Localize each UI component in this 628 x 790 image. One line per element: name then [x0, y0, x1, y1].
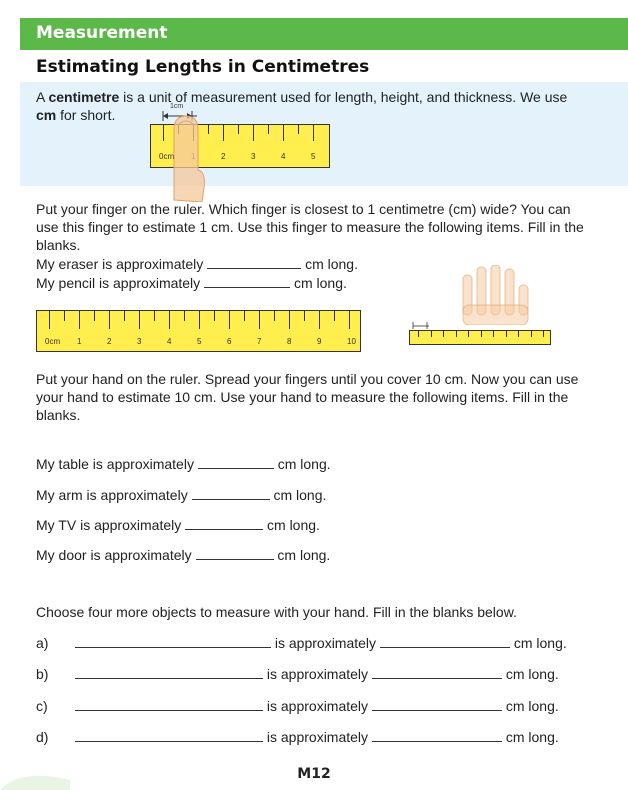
definition-text: A centimetre is a unit of measurement used for length, height, and thickness. We use cm for short. [36, 89, 568, 123]
ruler-minor-tick [298, 125, 299, 134]
tv-row: My TV is approximately cm long. [36, 517, 320, 533]
ruler-major-tick [259, 311, 260, 329]
ruler-major-tick [49, 311, 50, 329]
choose-row-d: is approximately cm long. [75, 729, 559, 745]
ruler-minor-tick [208, 125, 209, 134]
door-row: My door is approximately cm long. [36, 547, 331, 563]
ruler-label: 2 [107, 337, 112, 346]
ruler-label: 4 [281, 152, 286, 161]
ruler-minor-tick [154, 311, 155, 321]
mini-dimension-arrow [411, 316, 431, 330]
ruler-major-tick [109, 311, 110, 329]
item-letter-b: b) [36, 666, 49, 682]
mini-ruler-tick [531, 331, 532, 337]
section-banner [20, 18, 628, 50]
ruler-minor-tick [184, 311, 185, 321]
term-cm: cm [36, 107, 57, 123]
ruler-label: 0cm [159, 152, 175, 161]
door-blank[interactable] [196, 547, 274, 560]
ruler-label: 0cm [45, 337, 61, 346]
tv-blank[interactable] [185, 517, 263, 530]
mini-ruler-tick [443, 331, 444, 337]
object-blank-b[interactable] [75, 666, 263, 679]
mini-ruler-tick [518, 331, 519, 337]
ruler-minor-tick [268, 125, 269, 134]
ruler-major-tick [79, 311, 80, 329]
ruler-minor-tick [64, 311, 65, 321]
ruler-label: 5 [197, 337, 202, 346]
object-blank-d[interactable] [75, 729, 263, 742]
pencil-row: My pencil is approximately cm long. [36, 275, 347, 291]
finger-instructions: Put your finger on the ruler. Which finger is closest to 1 centimetre (cm) wide? You can use this finger to estimate 1 cm. Use this finger to measure the following items. Fill in the blanks. [36, 201, 584, 253]
choose-row-a: is approximately cm long. [75, 635, 567, 651]
ruler-minor-tick [334, 311, 335, 321]
finger-icon [166, 110, 206, 202]
ruler-major-tick [223, 125, 224, 141]
ruler-major-tick [283, 125, 284, 141]
term-centimetre: centimetre [48, 89, 120, 105]
ruler-major-tick [349, 311, 350, 329]
choose-instructions: Choose four more objects to measure with your hand. Fill in the blanks below. [36, 604, 517, 620]
ruler-major-tick [199, 311, 200, 329]
ruler-label: 7 [257, 337, 262, 346]
item-letter-a: a) [36, 635, 49, 651]
ruler-minor-tick [304, 311, 305, 321]
eraser-row: My eraser is approximately cm long. [36, 256, 358, 272]
ruler-minor-tick [214, 311, 215, 321]
mini-ruler-tick [418, 331, 419, 337]
mini-ruler-tick [468, 331, 469, 337]
ruler-minor-tick [124, 311, 125, 321]
one-cm-dimension-label: 1cm [170, 103, 184, 110]
item-letter-c: c) [36, 698, 48, 714]
hand-instructions: Put your hand on the ruler. Spread your fingers until you cover 10 cm. Now you can use your hand to estimate 10 cm. Use your hand to measure the following items. Fill in the blanks. [36, 371, 579, 423]
object-blank-a[interactable] [75, 635, 271, 648]
eraser-blank[interactable] [207, 256, 301, 269]
ruler-minor-tick [274, 311, 275, 321]
ruler-minor-tick [244, 311, 245, 321]
ruler-major-tick [229, 311, 230, 329]
mini-ruler [409, 330, 551, 345]
ruler-label: 5 [311, 152, 316, 161]
ruler-label: 2 [221, 152, 226, 161]
page-number: M12 [297, 766, 331, 782]
page-title: Estimating Lengths in Centimetres [36, 57, 370, 77]
ruler-label: 6 [227, 337, 232, 346]
ruler-minor-tick [238, 125, 239, 134]
mini-ruler-tick [493, 331, 494, 337]
ruler-major-tick [319, 311, 320, 329]
ruler-label: 10 [347, 337, 356, 346]
mini-ruler-tick [456, 331, 457, 337]
pencil-blank[interactable] [204, 275, 290, 288]
ruler-label: 4 [167, 337, 172, 346]
mini-ruler-tick [506, 331, 507, 337]
ruler-major-tick [169, 311, 170, 329]
ruler-major-tick [313, 125, 314, 141]
mini-ruler-tick [543, 331, 544, 337]
ruler-label: 3 [251, 152, 256, 161]
mini-ruler-tick [431, 331, 432, 337]
length-blank-a[interactable] [380, 635, 510, 648]
mini-ruler-tick [481, 331, 482, 337]
table-blank[interactable] [198, 456, 274, 469]
length-blank-c[interactable] [372, 698, 502, 711]
item-letter-d: d) [36, 729, 49, 745]
object-blank-c[interactable] [75, 698, 263, 711]
choose-row-c: is approximately cm long. [75, 698, 559, 714]
length-blank-d[interactable] [372, 729, 502, 742]
table-row: My table is approximately cm long. [36, 456, 331, 472]
length-blank-b[interactable] [372, 666, 502, 679]
ruler-minor-tick [94, 311, 95, 321]
arm-blank[interactable] [192, 487, 270, 500]
arm-row: My arm is approximately cm long. [36, 487, 327, 503]
ruler-major-tick [163, 125, 164, 141]
ruler-label: 3 [137, 337, 142, 346]
ruler-label: 9 [317, 337, 322, 346]
ruler-major-tick [139, 311, 140, 329]
section-title: Measurement [36, 23, 168, 43]
ruler-major-tick [253, 125, 254, 141]
ruler-label: 8 [287, 337, 292, 346]
big-ruler [36, 310, 361, 352]
hand-icon [455, 265, 535, 325]
ruler-label: 1 [77, 337, 82, 346]
choose-row-b: is approximately cm long. [75, 666, 559, 682]
ruler-major-tick [289, 311, 290, 329]
